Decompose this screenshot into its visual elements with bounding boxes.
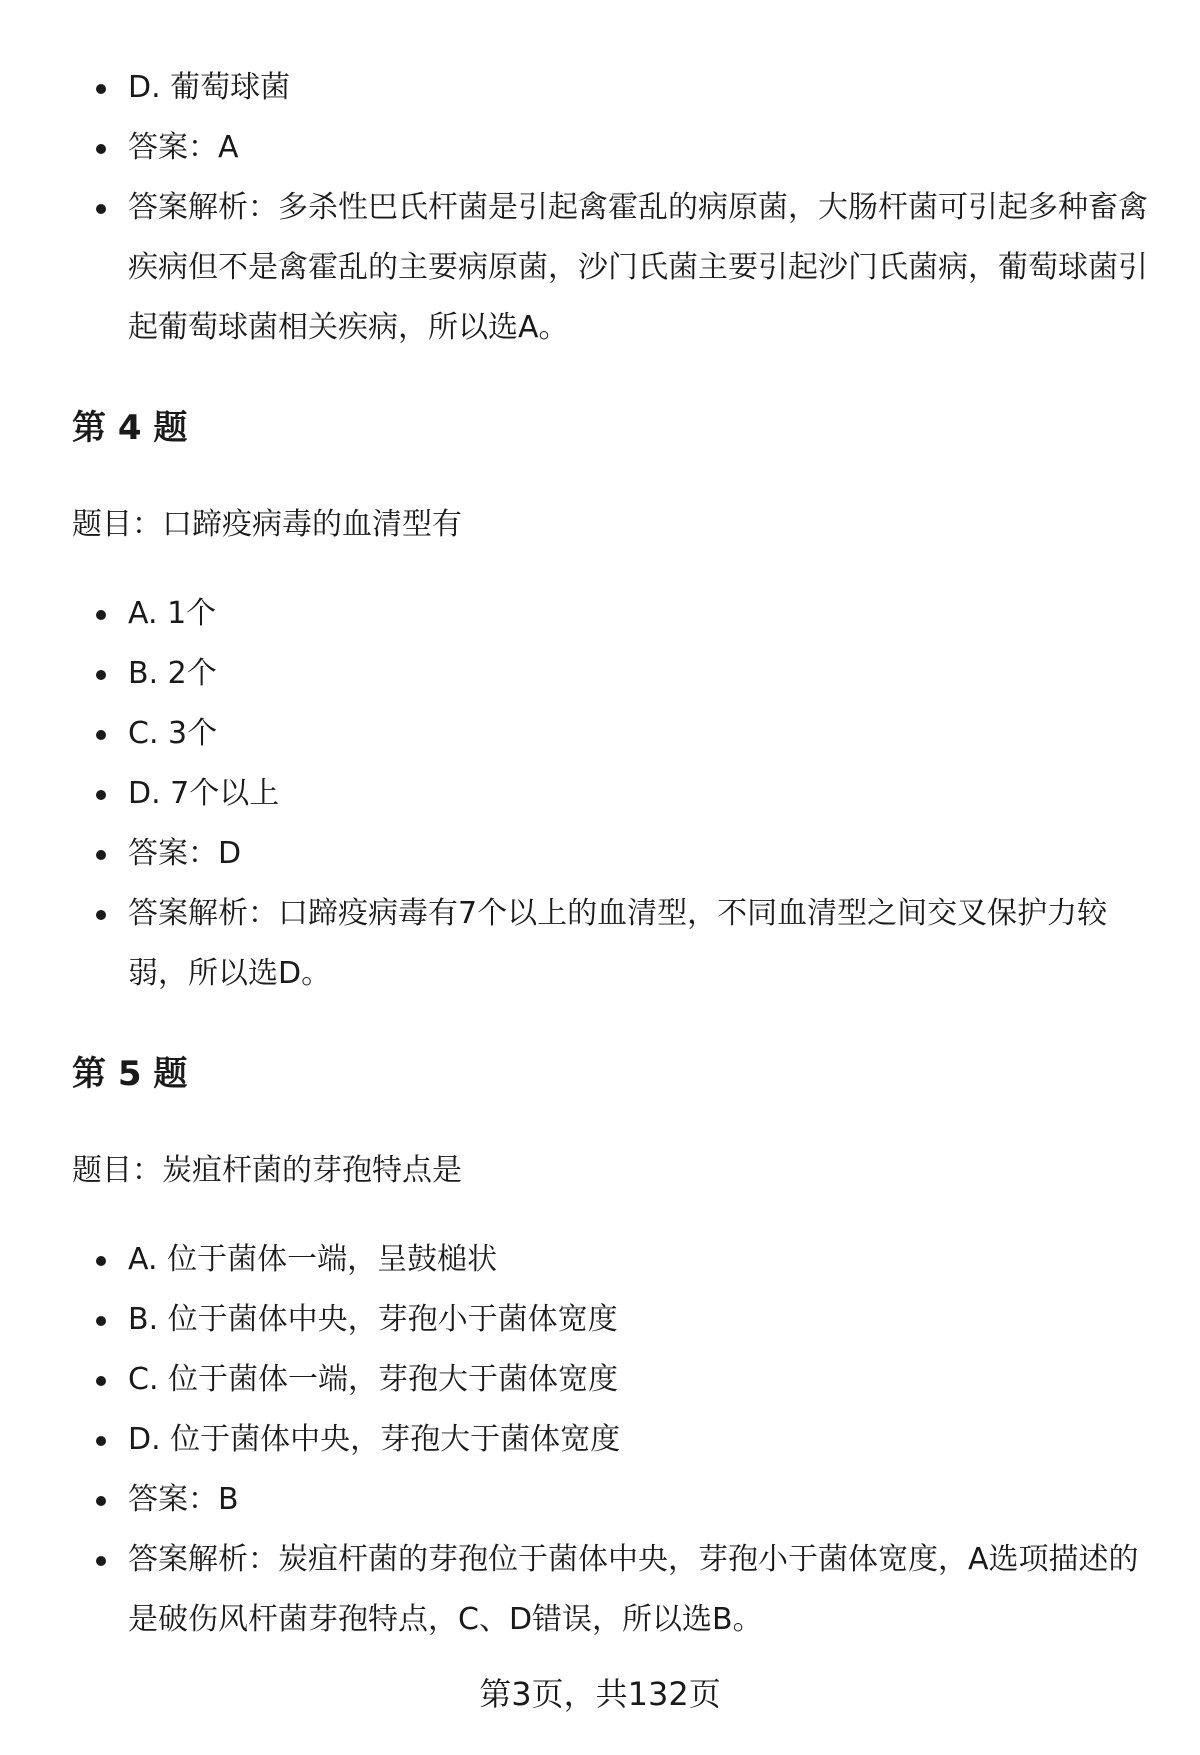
question-5-heading: 第 5 题 <box>72 1054 188 1094</box>
question-5-options <box>0 1230 1200 1650</box>
question-5-stem: 题目：炭疽杆菌的芽孢特点是 <box>72 1153 462 1188</box>
option-a: A. 1个 <box>0 584 1200 644</box>
question-4-list <box>0 584 1200 1004</box>
answer-explanation: 答案解析：炭疽杆菌的芽孢位于菌体中央，芽孢小于菌体宽度，A选项描述的是破伤风杆菌芽孢特点，C、D错误，所以选B。 <box>0 1530 1200 1650</box>
option-d: D. 7个以上 <box>0 764 1200 824</box>
question-3-list <box>0 58 1200 358</box>
option-c: C. 位于菌体一端，芽孢大于菌体宽度 <box>0 1350 1200 1410</box>
answer-explanation: 答案解析：多杀性巴氏杆菌是引起禽霍乱的病原菌，大肠杆菌可引起多种畜禽疾病但不是禽霍乱的主要病原菌，沙门氏菌主要引起沙门氏菌病，葡萄球菌引起葡萄球菌相关疾病，所以选A。 <box>0 178 1200 358</box>
question-4-heading: 第 4 题 <box>72 408 188 448</box>
answer: 答案：B <box>0 1470 1200 1530</box>
question-4-options <box>0 584 1200 1004</box>
answer: 答案：A <box>0 118 1200 178</box>
question-5-list <box>0 1230 1200 1650</box>
option-d: D. 位于菌体中央，芽孢大于菌体宽度 <box>0 1410 1200 1470</box>
answer: 答案：D <box>0 824 1200 884</box>
question-3-continuation <box>0 58 1200 358</box>
answer-explanation: 答案解析：口蹄疫病毒有7个以上的血清型，不同血清型之间交叉保护力较弱，所以选D。 <box>0 884 1200 1004</box>
page-footer: 第3页，共132页 <box>479 1675 721 1713</box>
option-b: B. 2个 <box>0 644 1200 704</box>
option-c: C. 3个 <box>0 704 1200 764</box>
option-d: D. 葡萄球菌 <box>0 58 1200 118</box>
question-4-stem: 题目：口蹄疫病毒的血清型有 <box>72 507 462 542</box>
option-a: A. 位于菌体一端，呈鼓槌状 <box>0 1230 1200 1290</box>
option-b: B. 位于菌体中央，芽孢小于菌体宽度 <box>0 1290 1200 1350</box>
